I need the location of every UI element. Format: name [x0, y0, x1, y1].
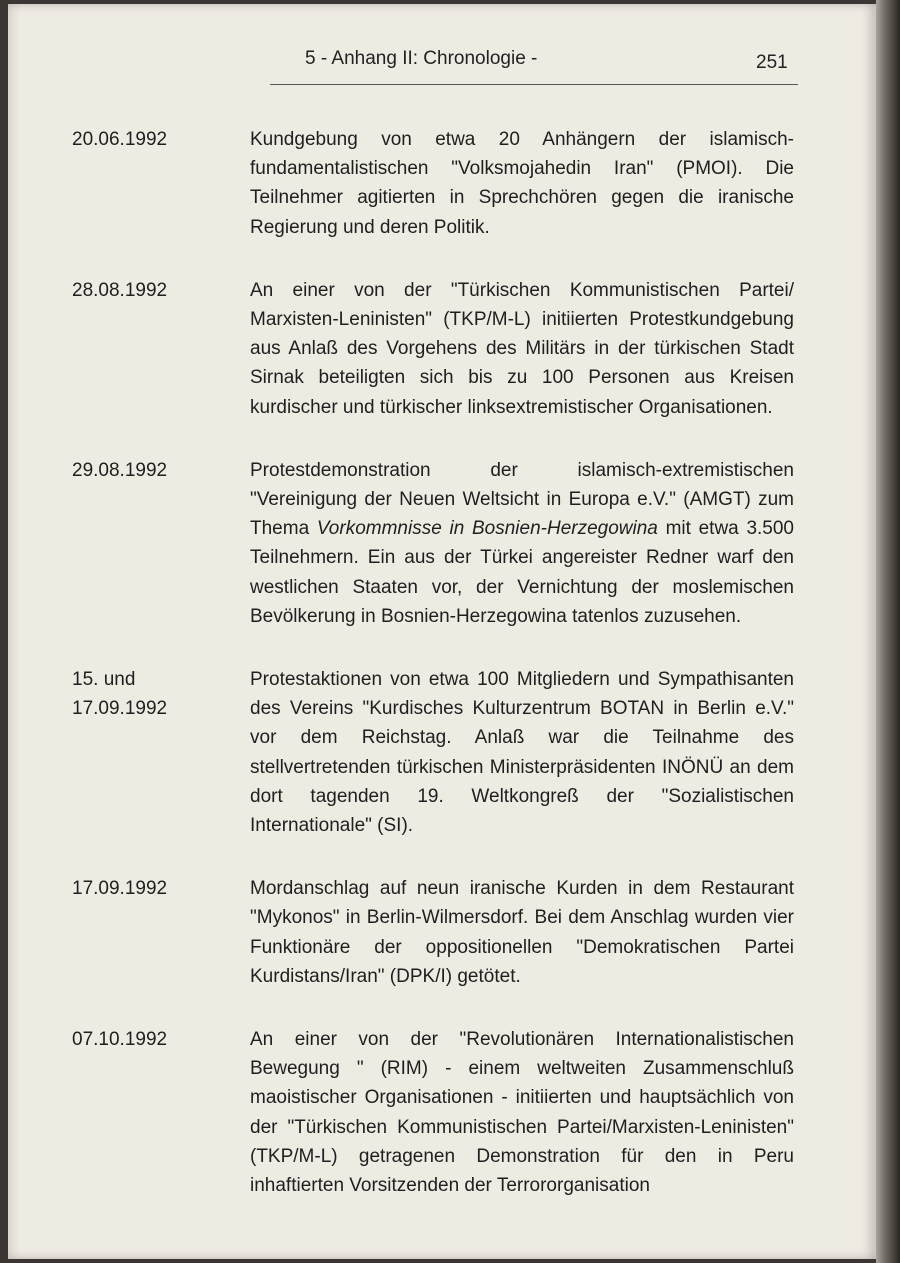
- page-number: 251: [756, 52, 788, 73]
- entry-date: 29.08.1992: [72, 459, 168, 481]
- chronology-entry: [8, 874, 876, 991]
- entry-date: 20.06.1992: [72, 129, 168, 150]
- entry-date-line: 17.09.1992: [72, 698, 168, 720]
- entry-date: 17.09.1992: [72, 878, 168, 900]
- entry-text: Kundgebung von etwa 20 Anhängern der islamisch-fundamentalistischen "Volksmojahedin Iran" (PMOI). Die Teilnehmer agitierten in Sprechchören gegen die iranische Regierung und deren Politik.: [250, 129, 794, 238]
- entry-text-part: mit etwa 3.500 Teilnehmern. Ein aus der Türkei angereister Redner warf den westlichen Staaten vor, der Vernichtung der moslemischen Bevölkerung in Bosnien-Herzegowina tatenlos zuzusehen.: [250, 518, 795, 627]
- entry-text: Protestaktionen von etwa 100 Mitgliedern und Sympathisanten des Vereins "Kurdisches Kulturzentrum BOTAN in Berlin e.V." vor dem Reichstag. Anlaß war die Teilnahme des stellvertretenden türkischen Ministerpräsidenten INÖNÜ an dem dort tagenden 19. Weltkongreß der "Sozialistischen Internationale" (SI).: [250, 669, 794, 837]
- entry-text: An einer von der "Türkischen Kommunistischen Partei/ Marxisten-Leninisten" (TKP/M-L) initiierten Protestkundgebung aus Anlaß des Vorgehens des Militärs in der türkischen Stadt Sirnak beteiligten sich bis zu 100 Personen aus Kreisen kurdischer und türkischer linksextremistischer Organisationen.: [250, 279, 794, 418]
- header-divider: [270, 84, 798, 85]
- chronology-entry: [8, 665, 876, 840]
- entry-text-italic: Vorkommnisse in Bosnien-Herzegowina: [316, 518, 658, 540]
- entry-text: [250, 456, 794, 631]
- chronology-list: [8, 125, 876, 1234]
- book-spine-shadow: [876, 0, 900, 1263]
- entry-text: Mordanschlag auf neun iranische Kurden in dem Restaurant "Mykonos" in Berlin-Wilmersdorf. Bei dem Anschlag wurden vier Funktionäre der oppositionellen "Demokratischen Partei Kurdistans/Iran" (DPK/I) getötet.: [250, 878, 794, 987]
- entry-text-part: Protestdemonstration der islamisch-extremistischen "Vereinigung der Neuen Weltsicht in Europa e.V." (AMGT) zum Thema: [250, 459, 794, 540]
- chronology-entry: [8, 456, 876, 631]
- chronology-entry: [8, 1025, 876, 1200]
- chronology-entry: [8, 276, 876, 422]
- chapter-title: 5 - Anhang II: Chronologie -: [305, 48, 538, 69]
- entry-text: An einer von der "Revolutionären Internationalistischen Bewegung " (RIM) - einem weltweiten Zusammenschluß maoistischer Organisationen - initiierten und hauptsächlich von der "Türkischen Kommunistischen Partei/Marxisten-Leninisten" (TKP/M-L) getragenen Demonstration für den in Peru inhaftierten Vorsitzenden der Terrororganisation: [250, 1029, 794, 1197]
- book-page: [8, 4, 876, 1259]
- page-header: [8, 48, 876, 82]
- entry-date: 07.10.1992: [72, 1029, 168, 1051]
- entry-date-line: 15. und: [72, 669, 136, 691]
- entry-date: [72, 665, 222, 723]
- entry-date: 28.08.1992: [72, 279, 168, 301]
- chronology-entry: [8, 125, 876, 242]
